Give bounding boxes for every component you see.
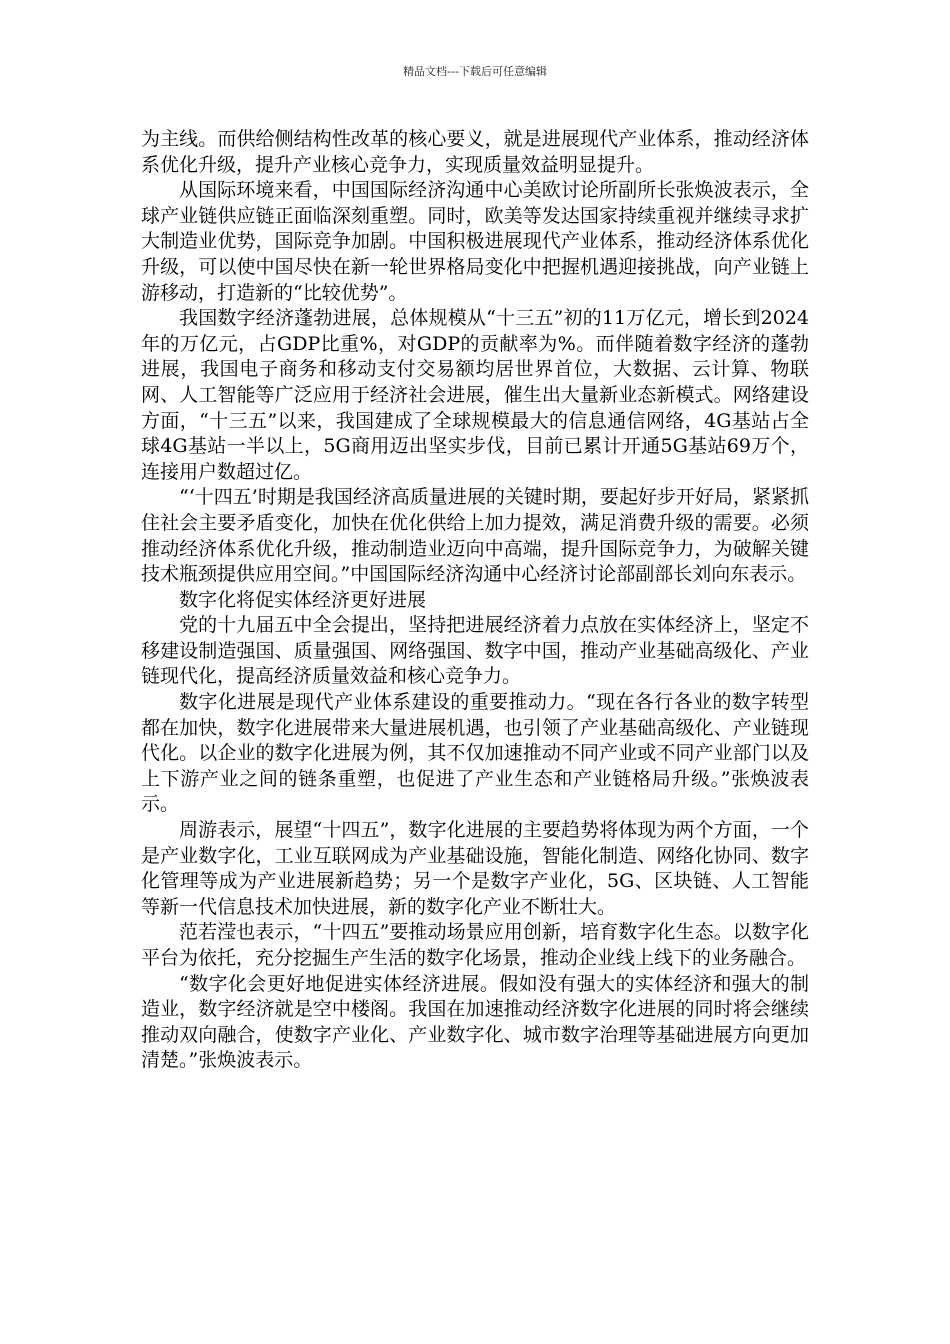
paragraph-6: 党的十九届五中全会提出，坚持把进展经济着力点放在实体经济上，坚定不移建设制造强国、质量强国、网络强国、数字中国，推动产业基础高级化、产业链现代化，提高经济质量效益和核心竞争力。 — [141, 614, 809, 688]
paragraph-3: 我国数字经济蓬勃进展，总体规模从“十三五”初的11万亿元，增长到2024年的万亿元，占GDP比重%，对GDP的贡献率为%。而伴随着数字经济的蓬勃进展，我国电子商务和移动支付交易额均居世界首位，大数据、云计算、物联网、人工智能等广泛应用于经济社会进展，催生出大量新业态新模式。网络建设方面，“十三五”以来，我国建成了全球规模最大的信息通信网络，4G基站占全球4G基站一半以上，5G商用迈出坚实步伐，目前已累计开通5G基站69万个，连接用户数超过亿。 — [141, 307, 809, 483]
paragraph-10: “数字化会更好地促进实体经济进展。假如没有强大的实体经济和强大的制造业，数字经济就是空中楼阁。我国在加速推动经济数字化进展的同时将会继续推动双向融合，使数字产业化、产业数字化、城市数字治理等基础进展方向更加清楚。”张焕波表示。 — [141, 972, 809, 1072]
paragraph-1: 为主线。而供给侧结构性改革的核心要义，就是进展现代产业体系，推动经济体系优化升级，提升产业核心竞争力，实现质量效益明显提升。 — [141, 128, 809, 176]
paragraph-4: “‘十四五’时期是我国经济高质量进展的关键时期，要起好步开好局，紧紧抓住社会主要矛盾变化，加快在优化供给上加力提效，满足消费升级的需要。必须推动经济体系优化升级，推动制造业迈向中高端，提升国际竞争力，为破解关键技术瓶颈提供应用空间。”中国国际经济沟通中心经济讨论部副部长刘向东表示。 — [141, 486, 809, 586]
paragraph-8: 周游表示，展望“十四五”，数字化进展的主要趋势将体现为两个方面，一个是产业数字化，工业互联网成为产业基础设施，智能化制造、网络化协同、数字化管理等成为产业进展新趋势；另一个是数字产业化，5G、区块链、人工智能等新一代信息技术加快进展，新的数字化产业不断壮大。 — [141, 819, 809, 918]
paragraph-9: 范若滢也表示，“十四五”要推动场景应用创新，培育数字化生态。以数字化平台为依托，充分挖掘生产生活的数字化场景，推动企业线上线下的业务融合。 — [141, 921, 809, 969]
section-heading: 数字化将促实体经济更好进展 — [179, 588, 427, 611]
paragraph-7: 数字化进展是现代产业体系建设的重要推动力。“现在各行各业的数字转型都在加快，数字化进展带来大量进展机遇，也引领了产业基础高级化、产业链现代化。以企业的数字化进展为例，其不仅加速推动不同产业或不同产业部门以及上下游产业之间的链条重塑，也促进了产业生态和产业链格局升级。”张焕波表示。 — [141, 691, 809, 816]
paragraph-2: 从国际环境来看，中国国际经济沟通中心美欧讨论所副所长张焕波表示，全球产业链供应链正面临深刻重塑。同时，欧美等发达国家持续重视并继续寻求扩大制造业优势，国际竞争加剧。中国积极进展现代产业体系，推动经济体系优化升级，可以使中国尽快在新一轮世界格局变化中把握机遇迎接挑战，向产业链上游移动，打造新的“比较优势”。 — [141, 179, 809, 304]
page-header: 精品文档---下载后可任意编辑 — [403, 65, 547, 78]
document-body — [141, 127, 809, 1074]
